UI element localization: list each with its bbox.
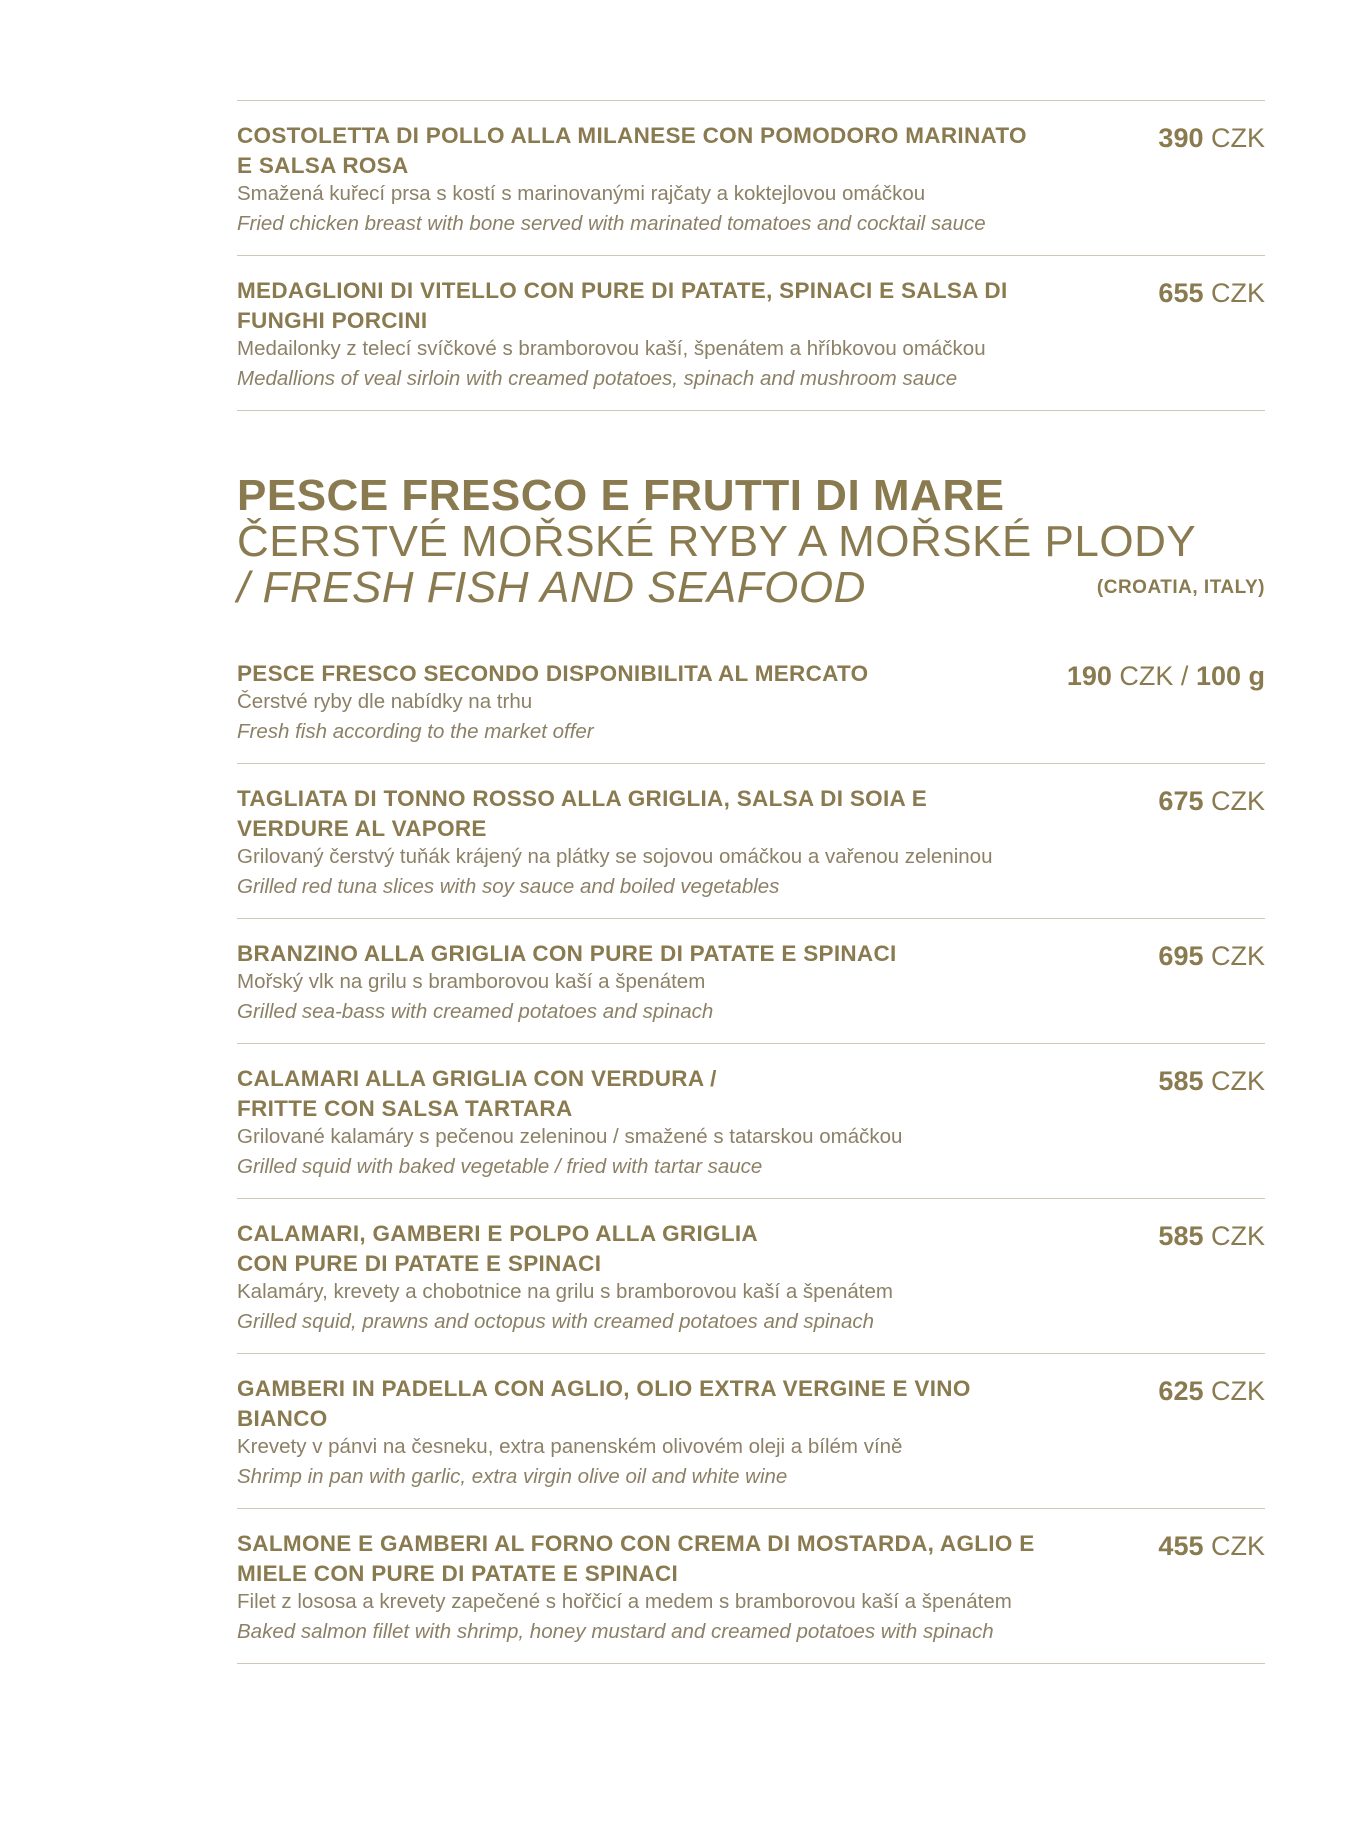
price-currency: CZK: [1211, 786, 1265, 816]
dish-description-czech: Medailonky z telecí svíčkové s bramborovou kaší, špenátem a hříbkovou omáčkou: [237, 337, 986, 360]
dish-price: [1158, 1066, 1265, 1097]
dish-description-english: Fried chicken breast with bone served with marinated tomatoes and cocktail sauce: [237, 212, 986, 235]
menu-item: [237, 764, 1265, 918]
dish-description-english: Medallions of veal sirloin with creamed potatoes, spinach and mushroom sauce: [237, 367, 958, 390]
dish-name-italian: PESCE FRESCO SECONDO DISPONIBILITA AL MERCATO: [237, 661, 869, 686]
dish-description-czech: Krevety v pánvi na česneku, extra panenském olivovém oleji a bílém víně: [237, 1435, 903, 1458]
dish-description-czech: Čerstvé ryby dle nabídky na trhu: [237, 690, 533, 713]
dish-description-english: Shrimp in pan with garlic, extra virgin olive oil and white wine: [237, 1465, 788, 1488]
dish-description-czech: Filet z lososa a krevety zapečené s hořčicí a medem s bramborovou kaší a špenátem: [237, 1590, 1012, 1613]
dish-name-italian: COSTOLETTA DI POLLO ALLA MILANESE CON POMODORO MARINATO E SALSA ROSA: [237, 123, 1027, 178]
price-amount: 190: [1066, 661, 1112, 691]
dish-description-czech: Grilovaný čerstvý tuňák krájený na plátky se sojovou omáčkou a vařenou zeleninou: [237, 845, 993, 868]
dish-price: [1158, 786, 1265, 817]
price-currency: CZK: [1211, 1531, 1265, 1561]
dish-price: [1158, 278, 1265, 309]
dish-description-english: Grilled red tuna slices with soy sauce and boiled vegetables: [237, 875, 780, 898]
menu-page: [237, 100, 1265, 1664]
dish-description-english: Grilled squid, prawns and octopus with creamed potatoes and spinach: [237, 1310, 875, 1333]
price-currency: CZK: [1211, 1066, 1265, 1096]
dish-description-czech: Mořský vlk na grilu s bramborovou kaší a špenátem: [237, 970, 706, 993]
dish-name-italian: SALMONE E GAMBERI AL FORNO CON CREMA DI MOSTARDA, AGLIO E MIELE CON PURE DI PATATE E SPINACI: [237, 1531, 1035, 1586]
price-currency: CZK: [1211, 941, 1265, 971]
dish-price: [1158, 1221, 1265, 1252]
price-amount: 695: [1158, 941, 1204, 971]
dish-name-italian: CALAMARI ALLA GRIGLIA CON VERDURA / FRITTE CON SALSA TARTARA: [237, 1066, 717, 1121]
dish-description-czech: Smažená kuřecí prsa s kostí s marinovanými rajčaty a koktejlovou omáčkou: [237, 182, 926, 205]
section-header: [237, 411, 1265, 651]
price-separator: /: [1180, 661, 1189, 691]
price-currency: CZK: [1211, 1221, 1265, 1251]
dish-name-italian: TAGLIATA DI TONNO ROSSO ALLA GRIGLIA, SALSA DI SOIA E VERDURE AL VAPORE: [237, 786, 928, 841]
menu-item: [237, 1354, 1265, 1508]
dish-description-english: Fresh fish according to the market offer: [237, 720, 594, 743]
price-amount: 390: [1158, 123, 1204, 153]
price-unit: 100 g: [1195, 661, 1265, 691]
dish-price: [1067, 661, 1265, 692]
price-amount: 455: [1158, 1531, 1204, 1561]
dish-price: [1158, 123, 1265, 154]
menu-item: [237, 101, 1265, 255]
price-currency: CZK: [1119, 661, 1174, 691]
dish-price: [1158, 1376, 1265, 1407]
price-amount: 585: [1158, 1066, 1204, 1096]
dish-name-italian: CALAMARI, GAMBERI E POLPO ALLA GRIGLIA CON PURE DI PATATE E SPINACI: [237, 1221, 758, 1276]
section-title-italian: PESCE FRESCO E FRUTTI DI MARE: [237, 471, 1005, 520]
menu-item: [237, 1044, 1265, 1198]
menu-item: [237, 256, 1265, 410]
dish-description-english: Grilled squid with baked vegetable / fried with tartar sauce: [237, 1155, 763, 1178]
menu-item: [237, 1199, 1265, 1353]
dish-description-czech: Grilované kalamáry s pečenou zeleninou / smažené s tatarskou omáčkou: [237, 1125, 903, 1148]
section-title-czech: ČERSTVÉ MOŘSKÉ RYBY A MOŘSKÉ PLODY: [237, 517, 1197, 566]
section-origin: (CROATIA, ITALY): [1096, 577, 1265, 598]
price-currency: CZK: [1211, 1376, 1265, 1406]
price-amount: 655: [1158, 278, 1204, 308]
dish-price: [1158, 1531, 1265, 1562]
menu-item: [237, 1509, 1265, 1663]
price-amount: 585: [1158, 1221, 1204, 1251]
dish-description-english: Baked salmon fillet with shrimp, honey mustard and creamed potatoes with spinach: [237, 1620, 994, 1643]
price-currency: CZK: [1211, 278, 1265, 308]
dish-description-czech: Kalamáry, krevety a chobotnice na grilu s bramborovou kaší a špenátem: [237, 1280, 893, 1303]
dish-name-italian: BRANZINO ALLA GRIGLIA CON PURE DI PATATE E SPINACI: [237, 941, 897, 966]
price-currency: CZK: [1211, 123, 1265, 153]
price-amount: 675: [1158, 786, 1204, 816]
dish-name-italian: MEDAGLIONI DI VITELLO CON PURE DI PATATE, SPINACI E SALSA DI FUNGHI PORCINI: [237, 278, 1008, 333]
divider: [237, 1663, 1265, 1664]
dish-description-english: Grilled sea-bass with creamed potatoes and spinach: [237, 1000, 714, 1023]
dish-price: [1158, 941, 1265, 972]
dish-name-italian: GAMBERI IN PADELLA CON AGLIO, OLIO EXTRA VERGINE E VINO BIANCO: [237, 1376, 971, 1431]
menu-item: [237, 651, 1265, 763]
section-title-english: / FRESH FISH AND SEAFOOD: [237, 563, 866, 612]
price-amount: 625: [1158, 1376, 1204, 1406]
menu-item: [237, 919, 1265, 1043]
